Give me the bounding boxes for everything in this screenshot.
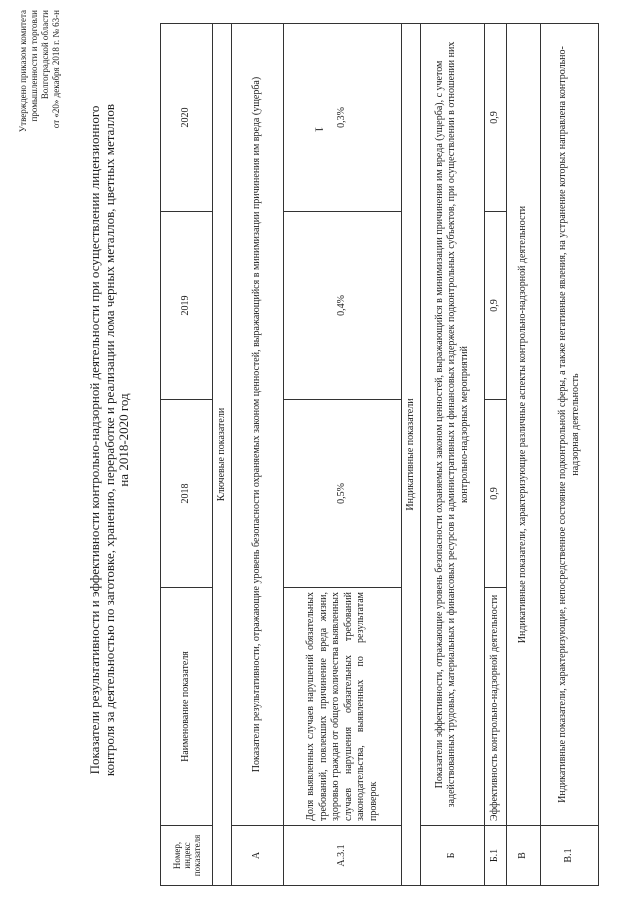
section-indicative: Индикативные показатели [402, 24, 421, 886]
document-title [88, 10, 132, 870]
row-index: Б.1 [485, 826, 507, 886]
row-text: Показатели результативности, отражающие уровень безопасности охраняемых законом ценностей, выражающийся в минимизации причинения им вреда (ущерба) [232, 24, 284, 826]
approval-line: Волгоградской области [40, 10, 50, 100]
row-text: Эффективность контрольно-надзорной деятельности [485, 588, 507, 826]
table-row [284, 24, 402, 886]
row-index: В [507, 826, 541, 886]
approval-stamp [18, 10, 62, 180]
row-text: Индикативные показатели, характеризующие, непосредственное состояние подконтрольной сферы, а также негативные явления, на устранение которых направлена контрольно-надзорная деятельность [541, 24, 599, 826]
header-2018: 2018 [161, 400, 213, 588]
approval-line: от «20» декабря 2018 г. № 63-н [51, 10, 61, 129]
title-line: контроля за деятельностью по заготовке, хранению, переработке и реализации лома черных металлов, цветных металлов [101, 103, 117, 777]
section-key-indicators: Ключевые показатели [213, 24, 232, 886]
value-2020: 0,9 [485, 24, 507, 212]
table-row [232, 24, 284, 886]
approval-line: промышленности и торговли [29, 10, 39, 122]
value-2019: 0,9 [485, 212, 507, 400]
row-index: А.3.1 [284, 826, 402, 886]
table-row [541, 24, 599, 886]
approval-line: Утверждено приказом комитета [18, 10, 28, 133]
table-row [402, 24, 421, 886]
value-2018: 0,9 [485, 400, 507, 588]
title-line: на 2018-2020 год [116, 393, 131, 487]
title-line: Показатели результативности и эффективности контрольно-надзорной деятельности при осуществлении лицензионного [87, 105, 102, 775]
header-index: Номер, индекс показателя [161, 826, 213, 886]
table-header-row [161, 24, 213, 886]
table-row [485, 24, 507, 886]
row-index: А [232, 826, 284, 886]
table-row [421, 24, 485, 886]
value-2020: 0,3% [284, 24, 402, 212]
row-text: Индикативные показатели, характеризующие различные аспекты контрольно-надзорной деятельности [507, 24, 541, 826]
page-number: 1 [312, 126, 327, 133]
row-text: Доля выявленных случаев нарушений обязательных требований, повлекших причинение вреда жизни, здоровью граждан от общего количества выявленных случаев нарушения обязательных требований законодательства, выявленных по результатам проверок [284, 588, 402, 826]
rotated-page-content [10, 10, 610, 890]
value-2019: 0,4% [284, 212, 402, 400]
indicators-table [160, 23, 599, 886]
header-name: Наименование показателя [161, 588, 213, 826]
header-2019: 2019 [161, 212, 213, 400]
table-row [213, 24, 232, 886]
row-text: Показатели эффективности, отражающие уровень безопасности охраняемых законом ценностей, выражающийся в минимизации причинения им вреда (ущерба), с учетом задействованных трудовых, материальных и финансовых ресурсов и административных и финансовых издержек подконтрольных субъектов, при осуществлении в отношении них контрольно-надзорных мероприятий [421, 24, 485, 826]
header-2020: 2020 [161, 24, 213, 212]
value-2018: 0,5% [284, 400, 402, 588]
table-row [507, 24, 541, 886]
row-index: В.1 [541, 826, 599, 886]
row-index: Б [421, 826, 485, 886]
